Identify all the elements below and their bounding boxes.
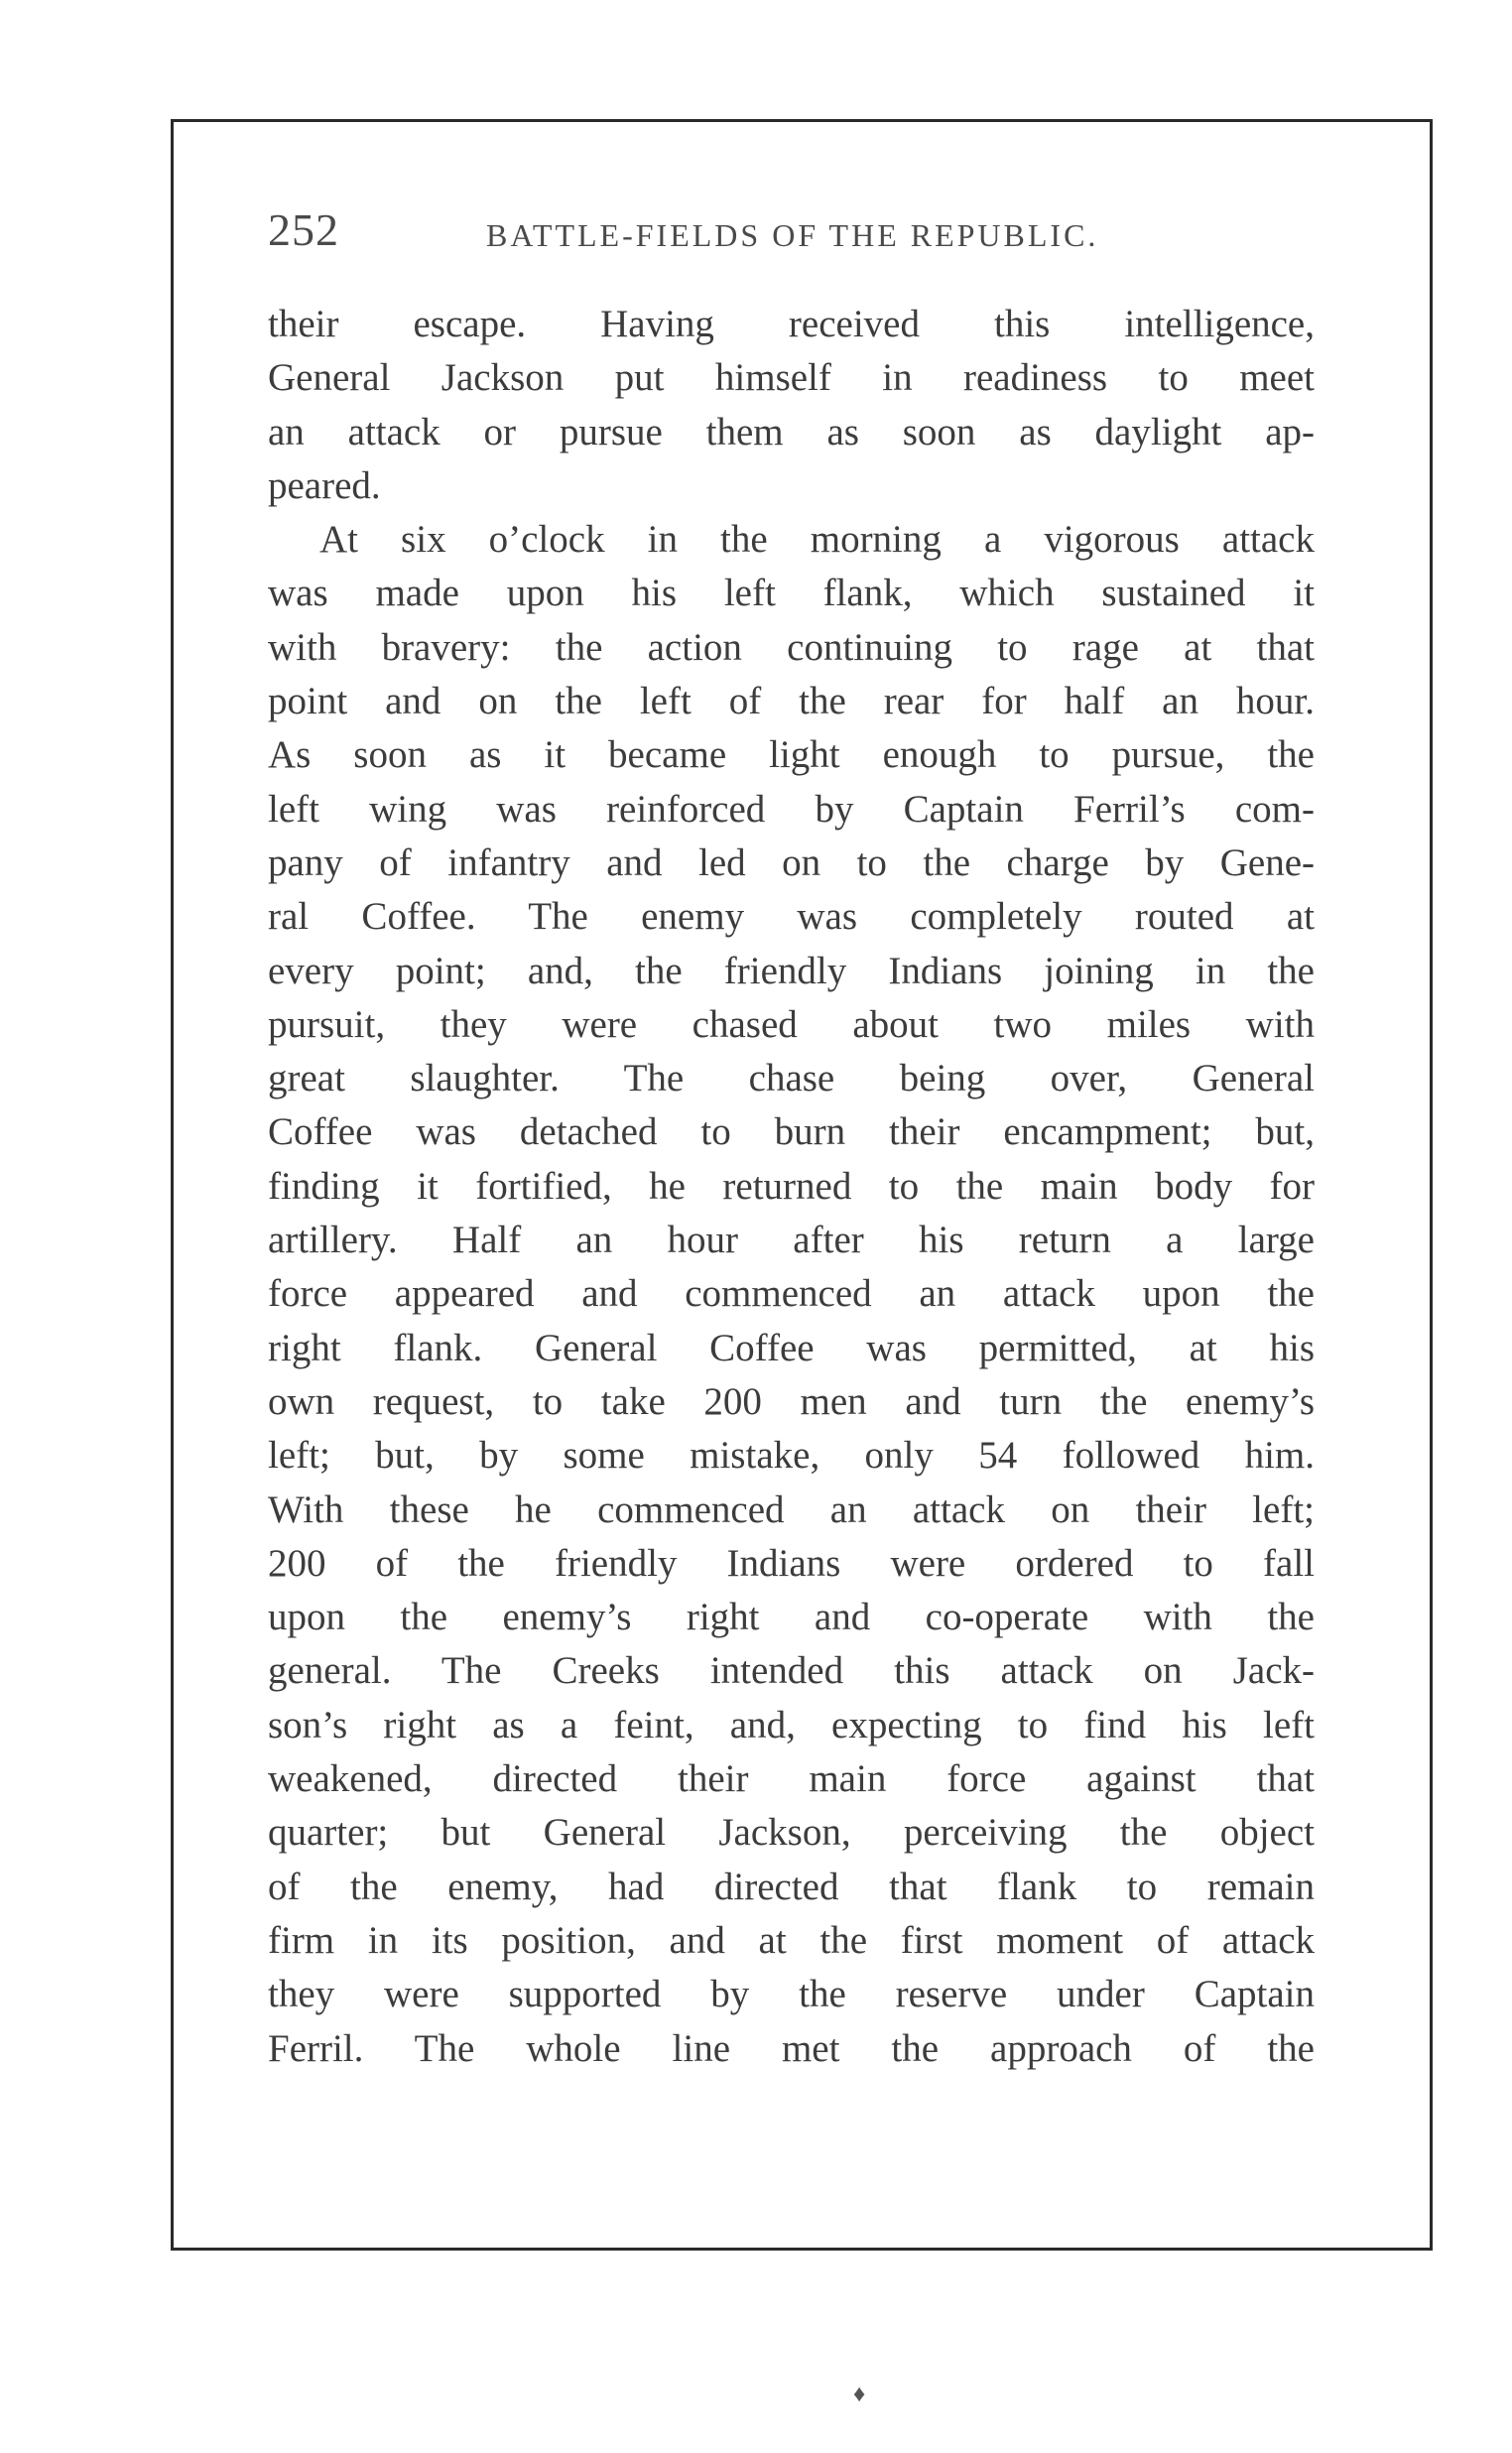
text-line: force appeared and commenced an attack upon the bbox=[268, 1272, 1315, 1316]
text-line: Ferril. The whole line met the approach of the bbox=[268, 2026, 1315, 2070]
text-line: an attack or pursue them as soon as daylight ap- bbox=[268, 410, 1315, 453]
running-head bbox=[268, 203, 1320, 273]
text-line: they were supported by the reserve under Captain bbox=[268, 1973, 1315, 2016]
text-line: was made upon his left flank, which sustained it bbox=[268, 572, 1315, 615]
text-line: with bravery: the action continuing to rage at that bbox=[268, 625, 1315, 669]
text-line: great slaughter. The chase being over, General bbox=[268, 1057, 1315, 1100]
text-line: quarter; but General Jackson, perceiving the object bbox=[268, 1811, 1315, 1855]
body-text bbox=[268, 298, 1315, 2076]
text-line: artillery. Half an hour after his return a large bbox=[268, 1219, 1315, 1262]
text-line: right flank. General Coffee was permitted, at his bbox=[268, 1326, 1315, 1369]
text-line: own request, to take 200 men and turn the enemy’s bbox=[268, 1379, 1315, 1423]
text-line: As soon as it became light enough to pursue, the bbox=[268, 733, 1315, 777]
text-line: ral Coffee. The enemy was completely routed at bbox=[268, 895, 1315, 939]
text-line: their escape. Having received this intelligence, bbox=[268, 303, 1315, 345]
text-line: son’s right as a feint, and, expecting to find his left bbox=[268, 1703, 1315, 1746]
text-line: left wing was reinforced by Captain Ferril’s com- bbox=[268, 787, 1315, 831]
text-line: every point; and, the friendly Indians joining in the bbox=[268, 949, 1315, 992]
text-line: With these he commenced an attack on their left; bbox=[268, 1487, 1315, 1531]
footer-ornament-icon: ♦ bbox=[853, 2382, 866, 2407]
text-line: 200 of the friendly Indians were ordered to fall bbox=[268, 1541, 1315, 1585]
text-line: of the enemy, had directed that flank to remain bbox=[268, 1865, 1315, 1908]
running-title: BATTLE-FIELDS OF THE REPUBLIC. bbox=[486, 217, 1099, 253]
text-line: General Jackson put himself in readiness to meet bbox=[268, 356, 1315, 400]
paragraph-start-line: At six o’clock in the morning a vigorous attack bbox=[319, 518, 1315, 562]
text-line: pany of infantry and led on to the charge by Gene- bbox=[268, 840, 1315, 884]
text-line: point and on the left of the rear for half an hour. bbox=[268, 680, 1315, 723]
page-number: 252 bbox=[268, 204, 339, 255]
text-line: peared. bbox=[268, 463, 381, 507]
text-line: firm in its position, and at the first moment of attack bbox=[268, 1918, 1315, 1962]
text-line: pursuit, they were chased about two miles with bbox=[268, 1002, 1315, 1046]
text-line: finding it fortified, he returned to the main body for bbox=[268, 1164, 1315, 1208]
text-line: weakened, directed their main force against that bbox=[268, 1757, 1315, 1801]
text-line: upon the enemy’s right and co-operate with the bbox=[268, 1596, 1315, 1639]
text-line: left; but, by some mistake, only 54 followed him. bbox=[268, 1434, 1315, 1478]
text-line: general. The Creeks intended this attack on Jack- bbox=[268, 1649, 1315, 1693]
text-line: Coffee was detached to burn their encampment; but, bbox=[268, 1110, 1315, 1154]
